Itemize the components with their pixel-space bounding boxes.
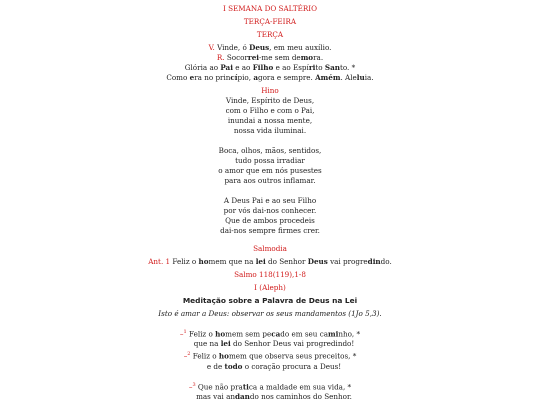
verse-number: 1 <box>183 329 187 335</box>
hymn-line: com o Filho e com o Pai, <box>225 106 315 115</box>
antiphon-label: Ant. 1 <box>148 257 171 266</box>
gloria-line: Glória ao Pai e ao Filho e ao Espírito Santo. * <box>184 63 356 72</box>
hymn-line: para aos outros inflamar. <box>224 176 316 185</box>
verse-number: 2 <box>187 351 191 358</box>
hymn-line: nossa vida iluminai. <box>233 126 307 135</box>
verse-line-b: que na lei do Senhor Deus vai progredindo! <box>193 339 355 349</box>
hymn-line: Boca, olhos, mãos, sentidos, <box>218 146 322 155</box>
hymn-stanza-1 <box>0 96 540 136</box>
hymn-line: inundai a nossa mente, <box>227 116 313 125</box>
hymn-line: dai-nos sempre firmes crer. <box>220 226 320 235</box>
verse-line-a: –$^1$ Feliz o homem sem pecado em seu caminho, * <box>179 329 361 339</box>
hymn-line: tudo possa irradiar <box>235 156 305 165</box>
hymn-line: o amor que em nós pusestes <box>218 166 322 175</box>
week-title: I SEMANA DO SALTÉRIO <box>222 4 318 13</box>
como-era-line: Como era no princípio, agora e sempre. Amém. Aleluia. <box>166 73 374 82</box>
hymn-title: Hino <box>261 86 279 95</box>
hymn-stanza-2 <box>0 146 540 186</box>
psalmody-title: Salmodia <box>253 244 287 253</box>
response-label: R. <box>216 53 225 62</box>
day-title: TERÇA-FEIRA <box>243 17 297 26</box>
hymn-line: Que de ambos procedeis <box>225 216 315 225</box>
hymn-line: A Deus Pai e ao seu Filho <box>223 196 317 205</box>
psalm-section: I (Aleph) <box>254 283 286 292</box>
meditation-title: Meditação sobre a Palavra de Deus na Lei <box>182 296 358 305</box>
verse-1 <box>0 327 540 349</box>
hymn-line: por vós dai-nos conhecer. <box>223 206 317 215</box>
hymn-line: Vinde, Espírito de Deus, <box>225 96 315 105</box>
antiphon-line: Ant. 1 Feliz o homem que na lei do Senhor Deus vai progredindo. <box>148 257 392 266</box>
verse-line-b: mas vai andando nos caminhos do Senhor. <box>196 392 352 402</box>
verse-line-a: –$^3$ Que não pratica a maldade em sua vida, * <box>188 381 352 392</box>
versicle-label: V. <box>208 43 215 52</box>
response-line: R. Socorrei-me sem demora. <box>216 53 324 62</box>
verse-number: 3 <box>192 381 196 388</box>
hymn-stanza-3 <box>0 196 540 236</box>
verse-2 <box>0 349 540 371</box>
hour-title: TERÇA <box>256 30 284 39</box>
verse-3 <box>0 380 540 402</box>
psalm-reference: Salmo 118(119),1-8 <box>234 270 306 279</box>
versicle-line: V. Vinde, ó Deus, em meu auxílio. <box>208 43 332 52</box>
verse-line-b: e de todo o coração procura a Deus! <box>206 361 342 371</box>
epigraph: Isto é amar a Deus: observar os seus mandamentos (1Jo 5,3). <box>158 309 382 318</box>
verse-line-a: –$^2$ Feliz o homem que observa seus preceitos, * <box>183 351 357 361</box>
